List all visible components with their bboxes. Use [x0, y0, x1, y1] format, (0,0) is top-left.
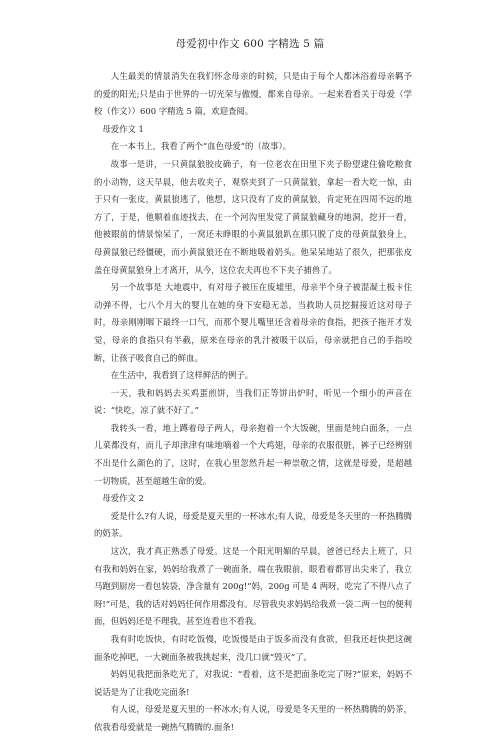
body-paragraph: 我转头一看，地上蹲着母子两人，母亲抱着一个大饭碗，里面是纯白面条，一点儿菜都没有，而儿子却津津有味地嘀着一个大鸡翅，母亲的衣服很脏，裤子已经辨别不出是什么颜色的了，这时，在我心里忽然升起一种崇敬之情，这就是母爱，是超越一切物质，甚至超越生命的爱。 — [94, 422, 412, 486]
document-body — [94, 68, 412, 737]
section-heading: 母爱作文 1 — [102, 123, 144, 134]
body-paragraph: 在一本书上，我看了两个“血色母爱”的（故事）。 — [110, 141, 292, 152]
body-paragraph: 有人说，母爱是夏天里的一杯冰水;有人说，母爱是冬天里的一杯热腾腾的奶茶，依我看母爱就是一碗热气腾腾的.面条! — [94, 704, 412, 732]
body-paragraph: 爱是什么?有人说，母爱是夏天里的一杯冰水;有人说，母爱是冬天里的一杯热腾腾的奶茶。 — [94, 510, 412, 539]
document-title: 母爱初中作文 600 字精选 5 篇 — [175, 38, 325, 50]
body-paragraph: 妈妈见我把面条吃光了，对我说：“看着，这不是把面条吃完了呀?”原来，妈妈不说话是为了让我吃完面条! — [94, 669, 412, 697]
body-paragraph: 另一个故事是 大地震中，有对母子被压在废墟里，母亲半个身子被混凝土板卡住动弹不得，七八个月大的婴儿在她的身下安稳无恙，当救助人员挖掘接近这对母子时，母亲刚刚咽下最终一口气，而那个婴儿嘴里还含着母亲的食指，把孩子拖开才发觉，母亲的食指只有半截，原来在母亲的乳汁被吸干以后，母亲就把自己的手指咬断，让孩子吸食自己的鲜血。 — [94, 282, 412, 363]
body-paragraph: 故事一是讲，一只黄鼠狼胶皮确子，有一位老农在田里下夹子盼望逮住偷吃粮食的小动物，这天早晨，他去收夹子，观察夹到了一只黄鼠狼，拿起一看大吃一惊，由于只有一张皮，黄鼠狼逃了，他想，这只没有了皮的黄鼠狼，肯定死在四周不远的地方了，于是，他顺着血迹找去，在一个河沟里发觉了黄鼠狼藏身的地洞，挖开一看，他被眼前的情景惊呆了，一窝还未睁眼的小黄鼠狼趴在那只脱了皮的母黄鼠狼身上，母黄鼠狼已经僵硬，而小黄鼠狼还在不断地吸着奶头。他呆呆地站了很久，把那张皮盖在母黄鼠狼身上才离开，从今，这位农夫再也不下夹子捕兽了。 — [94, 158, 412, 275]
body-paragraph: 一天，我和妈妈去买鸡蛋煎饼，当我们正等饼出炉时，听见一个细小的声音在说：“快吃，凉了就不好了。” — [94, 387, 412, 416]
body-paragraph: 人生最美的情景消失在我们怀念母亲的时候，只是由于每个人都沐浴着母亲羁予的爱的阳光;只是由于世界的一切光荣与傲慢，都来自母亲。一起来看看关于母爱（学校（作文））600 字精选 5 篇，欢迎查阅。 — [94, 71, 412, 117]
body-paragraph: 我有时吃饭快，有时吃饭慢，吃饭慢是由于饭多而没有食欲，但我还赶快把这碗面条吃掉吧，一大碗面条被我挑起来，没几口就“毁灭”了。 — [94, 634, 412, 662]
body-paragraph: 在生活中，我看到了这样鲜活的例子。 — [110, 370, 254, 381]
body-paragraph: 这次，我才真正熟悉了母爱。这是一个阳光明媚的早晨，爸爸已经去上班了，只有我和妈妈在家，妈妈给我煮了一碗面条，端在我眼前，眼看着都冒出尖来了，我立马跑到厨房一看包装袋，净含量有 200g!”妈，200g 可是 4 两呀，吃完了不得八点了呀!”可是，我的话对妈妈任何作用都没有。尽管我央求妈妈给我煮一袋二两一包的便利面，但妈妈还是不理我，甚至连看也不看我。 — [94, 546, 412, 627]
section-heading: 母爱作文 2 — [102, 493, 144, 504]
